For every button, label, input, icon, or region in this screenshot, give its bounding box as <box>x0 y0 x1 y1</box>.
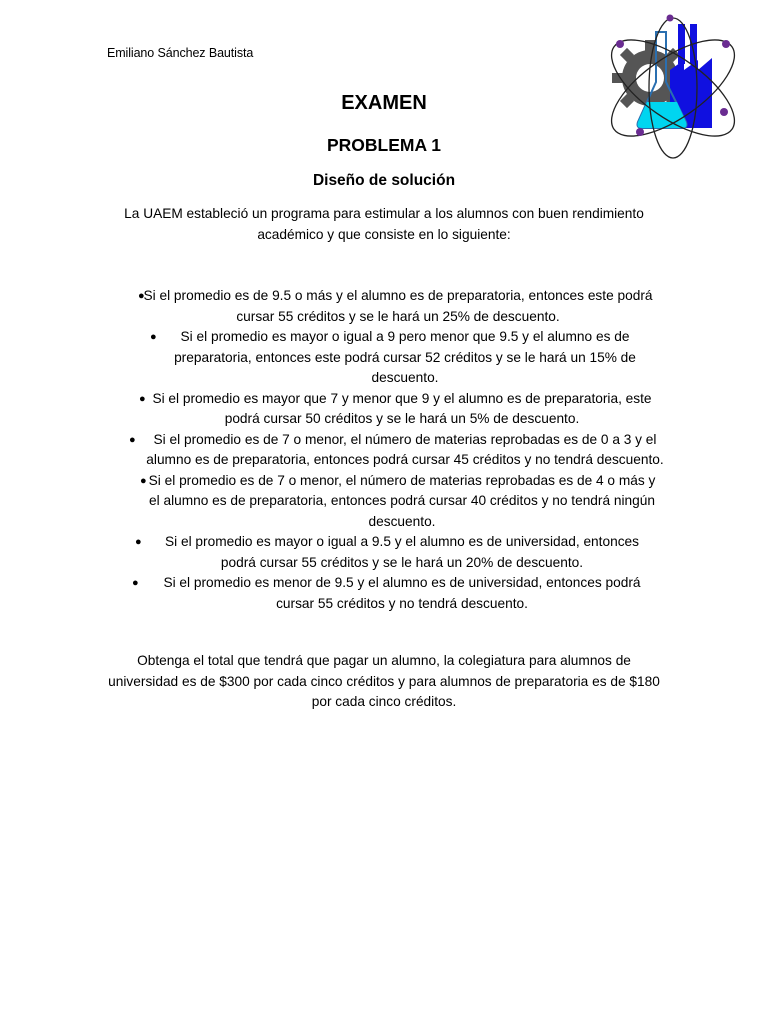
rule-item: ● Si el promedio es mayor o igual a 9 pero menor que 9.5 y el alumno es de preparatoria, entonces este podrá cursar 52 créditos y se le hará un 15% de descuento. <box>150 329 636 385</box>
rule-item: ● Si el promedio es de 7 o menor, el número de materias reprobadas es de 4 o más y el alumno es de preparatoria, entonces podrá cursar 40 créditos y no tendrá ningún descuento. <box>140 472 656 529</box>
rule-item: ● Si el promedio es de 7 o menor, el número de materias reprobadas es de 0 a 3 y el alumno es de preparatoria, entonces podrá cursar 45 créditos y no tendrá descuento. <box>129 431 664 467</box>
rule-item: ● Si el promedio es mayor o igual a 9.5 y el alumno es de universidad, entonces podrá cursar 55 créditos y se le hará un 20% de descuento. <box>135 534 639 570</box>
author-name: Emiliano Sánchez Bautista <box>107 46 254 60</box>
bullet-icon: ● <box>135 536 142 548</box>
bullet-icon: ● <box>150 331 157 343</box>
closing-paragraph: Obtenga el total que tendrá que pagar un alumno, la colegiatura para alumnos de universidad es de $300 por cada cinco créditos y para alumnos de preparatoria es de $180 por cada cinco créditos. <box>108 653 660 709</box>
problem-title: PROBLEMA 1 <box>326 135 442 155</box>
bullet-icon: ● <box>138 290 145 302</box>
exam-title: EXAMEN <box>341 92 427 114</box>
rule-item: ● Si el promedio es de 9.5 o más y el alumno es de preparatoria, entonces este podrá cursar 55 créditos y se le hará un 25% de descuento. <box>138 288 653 324</box>
bullet-icon: ● <box>129 433 136 446</box>
section-title: Diseño de solución <box>312 172 456 189</box>
intro-paragraph: La UAEM estableció un programa para estimular a los alumnos con buen rendimiento académico y que consiste en lo siguiente: <box>124 206 644 242</box>
bullet-icon: ● <box>140 474 147 487</box>
rule-item: ● Si el promedio es menor de 9.5 y el alumno es de universidad, entonces podrá cursar 55 créditos y no tendrá descuento. <box>132 575 641 611</box>
rules-list <box>0 286 768 614</box>
bullet-icon: ● <box>132 577 139 589</box>
rule-item: ● Si el promedio es mayor que 7 y menor que 9 y el alumno es de preparatoria, este podrá cursar 50 créditos y se le hará un 5% de descuento. <box>139 390 652 426</box>
bullet-icon: ● <box>139 392 146 405</box>
